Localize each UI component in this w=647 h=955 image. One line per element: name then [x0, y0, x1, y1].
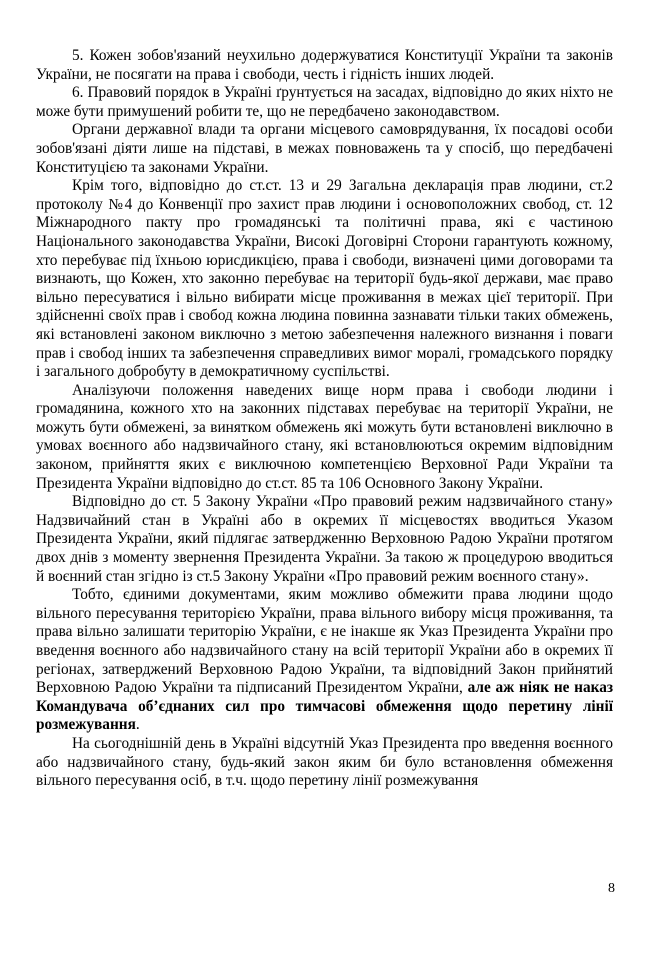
paragraph-1 [36, 47, 613, 84]
text-run: На сьогоднішній день в Україні відсутній Указ Президента про введення воєнного або надзвичайного стану, будь-який закон яким би було встановлення обмеження вільного пересування осіб, в т.ч. щодо перетину лінії розмежування [36, 734, 613, 790]
paragraph-3 [36, 121, 613, 177]
text-run: Крім того, відповідно до ст.ст. 13 и 29 Загальна декларація прав людини, ст.2 протоколу №4 до Конвенції про захист прав людини і основоположних свобод, ст. 12 Міжнародного пакту про громадянські та політичні права, які є частиною Національного законодавства України, Високі Договірні Сторони гарантують кожному, хто перебуває під їхньою юрисдикцією, права і свободи, визначені цими договорами та визнають, що Кожен, хто законно перебуває на території будь-якої держави, має право вільно пересуватися і вільно вибирати місце проживання в межах цієї території. При здійсненні своїх прав і свобод кожна людина повинна зазнавати тільки таких обмежень, які встановлені законом виключно з метою забезпечення належного визнання і поваги прав і свобод інших та забезпечення справедливих вимог моралі, громадського порядку і загального добробуту в демократичному суспільстві. [36, 177, 613, 381]
document-body [36, 47, 613, 791]
paragraph-5 [36, 382, 613, 494]
paragraph-7 [36, 586, 613, 735]
text-run: Аналізуючи положення наведених вище норм права і свободи людини і громадянина, кожного хто на законних підставах перебуває на території України, не можуть бути обмежені, за винятком обмежень які можуть бути встановлені виключно в умовах воєнного або надзвичайного стану, які встановлюються окремим відповідним законом, прийняття яких є виключною компетенцією Верховної Ради України та Президента України відповідно до ст.ст. 85 та 106 Основного Закону України. [36, 381, 613, 492]
page-number: 8 [608, 881, 615, 896]
text-run: 5. Кожен зобов'язаний неухильно додержуватися Конституції України та законів України, не посягати на права і свободи, честь і гідність інших людей. [36, 47, 613, 83]
paragraph-4 [36, 177, 613, 382]
text-run: Тобто, єдиними документами, яким можливо обмежити права людини щодо вільного пересування територією України, права вільного вибору місця проживання, та права вільно залишати територію України, є не інакше як Указ Президента України про введення воєнного або надзвичайного стану на всій території України або в окремих її регіонах, затверджений Верховною Радою України, та відповідний Закон прийнятий Верховною Радою України та підписаний Президентом України, [36, 586, 613, 697]
text-run: . [135, 716, 140, 734]
bold-text-run: але аж ніяк не наказ Командувача об’єднаних сил про тимчасові обмеження щодо перетину лінії розмежування [36, 679, 613, 734]
paragraph-2 [36, 84, 613, 121]
text-run: 6. Правовий порядок в Україні ґрунтується на засадах, відповідно до яких ніхто не може бути примушений робити те, що не передбачено законодавством. [36, 84, 613, 120]
paragraph-8 [36, 735, 613, 791]
text-run: Відповідно до ст. 5 Закону України «Про правовий режим надзвичайного стану» Надзвичайний стан в Україні або в окремих її місцевостях вводиться Указом Президента України, який підлягає затвердженню Верховною Радою України протягом двох днів з моменту звернення Президента України. За такою ж процедурою вводиться й воєнний стан згідно із ст.5 Закону України «Про правовий режим воєнного стану». [36, 493, 613, 585]
text-run: Органи державної влади та органи місцевого самоврядування, їх посадові особи зобов'язані діяти лише на підставі, в межах повноважень та у спосіб, що передбачені Конституцією та законами України. [36, 121, 613, 176]
paragraph-6 [36, 493, 613, 586]
